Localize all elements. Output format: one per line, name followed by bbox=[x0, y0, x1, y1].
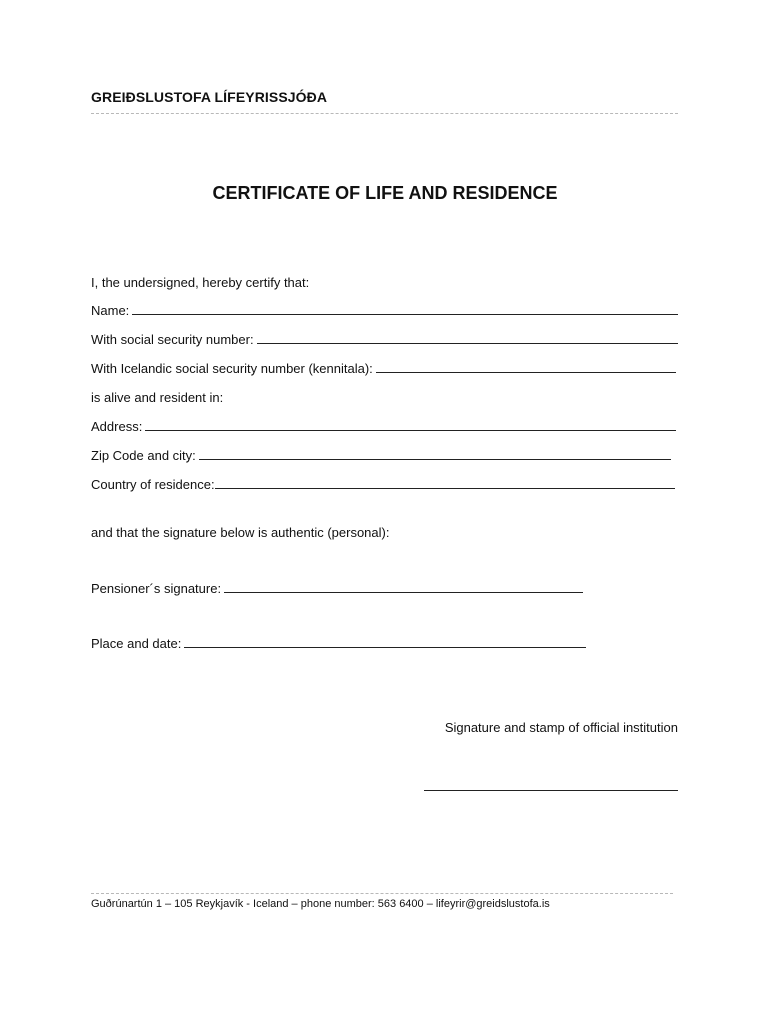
ssn-blank-line[interactable] bbox=[257, 342, 678, 344]
address-field[interactable] bbox=[91, 419, 676, 434]
place-date-label: Place and date: bbox=[91, 636, 182, 651]
address-label: Address: bbox=[91, 419, 143, 434]
zip-city-label: Zip Code and city: bbox=[91, 448, 196, 463]
place-date-blank-line[interactable] bbox=[184, 646, 586, 648]
name-blank-line[interactable] bbox=[132, 313, 678, 315]
address-blank-line[interactable] bbox=[145, 429, 676, 431]
kennitala-label: With Icelandic social security number (kennitala): bbox=[91, 361, 373, 376]
pensioner-signature-label: Pensioner´s signature: bbox=[91, 581, 222, 596]
footer-contact: Guðrúnartún 1 – 105 Reykjavík - Iceland – phone number: 563 6400 – lifeyrir@greidslustofa.is bbox=[91, 898, 550, 910]
official-signature-label: Signature and stamp of official institution bbox=[444, 720, 678, 735]
pensioner-signature-blank-line[interactable] bbox=[224, 591, 583, 593]
kennitala-field[interactable] bbox=[91, 361, 676, 376]
country-blank-line[interactable] bbox=[215, 487, 675, 489]
zip-city-field[interactable] bbox=[91, 448, 671, 463]
country-field[interactable] bbox=[91, 477, 675, 492]
kennitala-blank-line[interactable] bbox=[376, 371, 676, 373]
ssn-field[interactable] bbox=[91, 332, 678, 347]
organization-header: GREIÐSLUSTOFA LÍFEYRISSJÓÐA bbox=[91, 89, 328, 105]
ssn-label: With social security number: bbox=[91, 332, 254, 347]
zip-city-blank-line[interactable] bbox=[199, 458, 671, 460]
pensioner-signature-field[interactable] bbox=[91, 581, 583, 596]
official-signature-blank-line[interactable] bbox=[424, 790, 678, 791]
authentic-label: and that the signature below is authentic (personal): bbox=[91, 525, 390, 540]
intro-label: I, the undersigned, hereby certify that: bbox=[91, 275, 310, 290]
document-title: CERTIFICATE OF LIFE AND RESIDENCE bbox=[212, 183, 558, 203]
intro-text bbox=[91, 275, 309, 290]
alive-resident-text bbox=[91, 390, 223, 405]
alive-resident-label: is alive and resident in: bbox=[91, 390, 224, 405]
name-field[interactable] bbox=[91, 303, 678, 318]
country-label: Country of residence: bbox=[91, 477, 215, 492]
place-date-field[interactable] bbox=[91, 636, 586, 651]
header-divider bbox=[91, 113, 678, 114]
footer-divider bbox=[91, 893, 673, 894]
authentic-text bbox=[91, 525, 389, 540]
name-label: Name: bbox=[91, 303, 130, 318]
